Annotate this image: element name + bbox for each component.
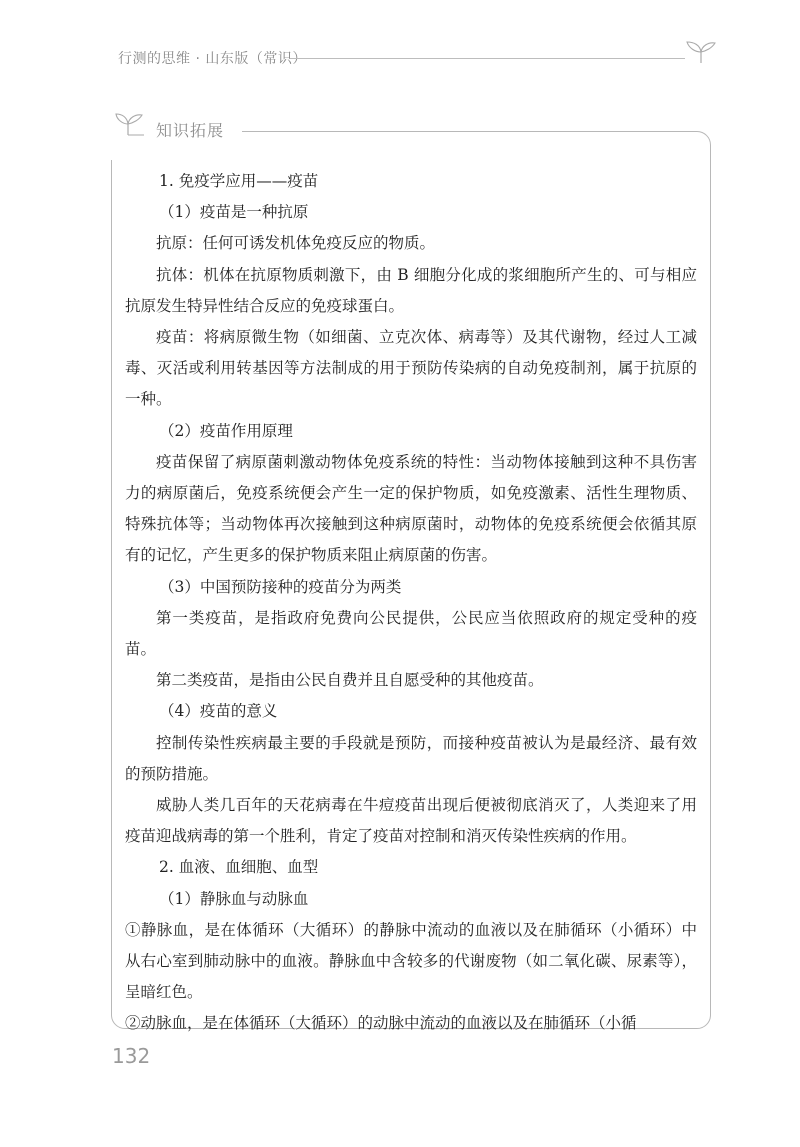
paragraph-antigen: 抗原：任何可诱发机体免疫反应的物质。	[156, 234, 436, 253]
subheading-principle: （2）疫苗作用原理	[159, 421, 293, 440]
paragraph-vaccine: 疫苗：将病原微生物（如细菌、立克次体、病毒等）及其代谢物，经过人工减毒、灭活或利用转基因等方法制成的用于预防传染病的自动免疫制剂，属于抗原的一种。	[125, 328, 697, 409]
paragraph-category-one: 第一类疫苗，是指政府免费向公民提供，公民应当依照政府的规定受种的疫苗。	[125, 608, 697, 659]
subheading-significance: （4）疫苗的意义	[159, 702, 278, 721]
subheading-venous-arterial: （1）静脉血与动脉血	[159, 889, 309, 908]
section-heading	[114, 112, 714, 142]
body-text	[125, 166, 697, 1040]
paragraph-venous: ①静脉血，是在体循环（大循环）的静脉中流动的血液以及在肺循环（小循环）中从右心室到肺动脉中的血液。静脉血中含较多的代谢废物（如二氧化碳、尿素等），呈暗红色。	[125, 920, 697, 1002]
heading-immunology: 1. 免疫学应用——疫苗	[159, 172, 319, 190]
paragraph-prevention: 控制传染性疾病最主要的手段就是预防，而接种疫苗被认为是最经济、最有效的预防措施。	[125, 733, 697, 783]
paragraph-antibody: 抗体：机体在抗原物质刺激下，由 B 细胞分化成的浆细胞所产生的、可与相应抗原发生特异性结合反应的免疫球蛋白。	[125, 265, 697, 315]
running-header	[118, 48, 718, 72]
sprout-icon	[114, 110, 144, 136]
paragraph-smallpox: 威胁人类几百年的天花病毒在牛痘疫苗出现后便被彻底消灭了，人类迎来了用疫苗迎战病毒的第一个胜利，肯定了疫苗对控制和消灭传染性疾病的作用。	[125, 796, 697, 846]
running-title: 行测的思维 · 山东版（常识）	[118, 51, 307, 67]
paragraph-principle: 疫苗保留了病原菌刺激动物体免疫系统的特性：当动物体接触到这种不具伤害力的病原菌后，免疫系统便会产生一定的保护物质，如免疫激素、活性生理物质、特殊抗体等；当动物体再次接触到这种病原菌时，动物体的免疫系统便会依循其原有的记忆，产生更多的保护物质来阻止病原菌的伤害。	[125, 452, 697, 565]
paragraph-category-two: 第二类疫苗，是指由公民自费并且自愿受种的其他疫苗。	[156, 671, 544, 690]
sprout-icon	[684, 40, 718, 64]
subheading-antigen: （1）疫苗是一种抗原	[159, 203, 309, 222]
page-number: 132	[112, 1044, 151, 1068]
header-rule	[290, 58, 685, 59]
paragraph-arterial: ②动脉血，是在体循环（大循环）的动脉中流动的血液以及在肺循环（小循	[125, 1014, 637, 1033]
subheading-categories: （3）中国预防接种的疫苗分为两类	[159, 577, 402, 596]
section-title: 知识拓展	[156, 121, 225, 140]
heading-blood: 2. 血液、血细胞、血型	[159, 858, 319, 877]
